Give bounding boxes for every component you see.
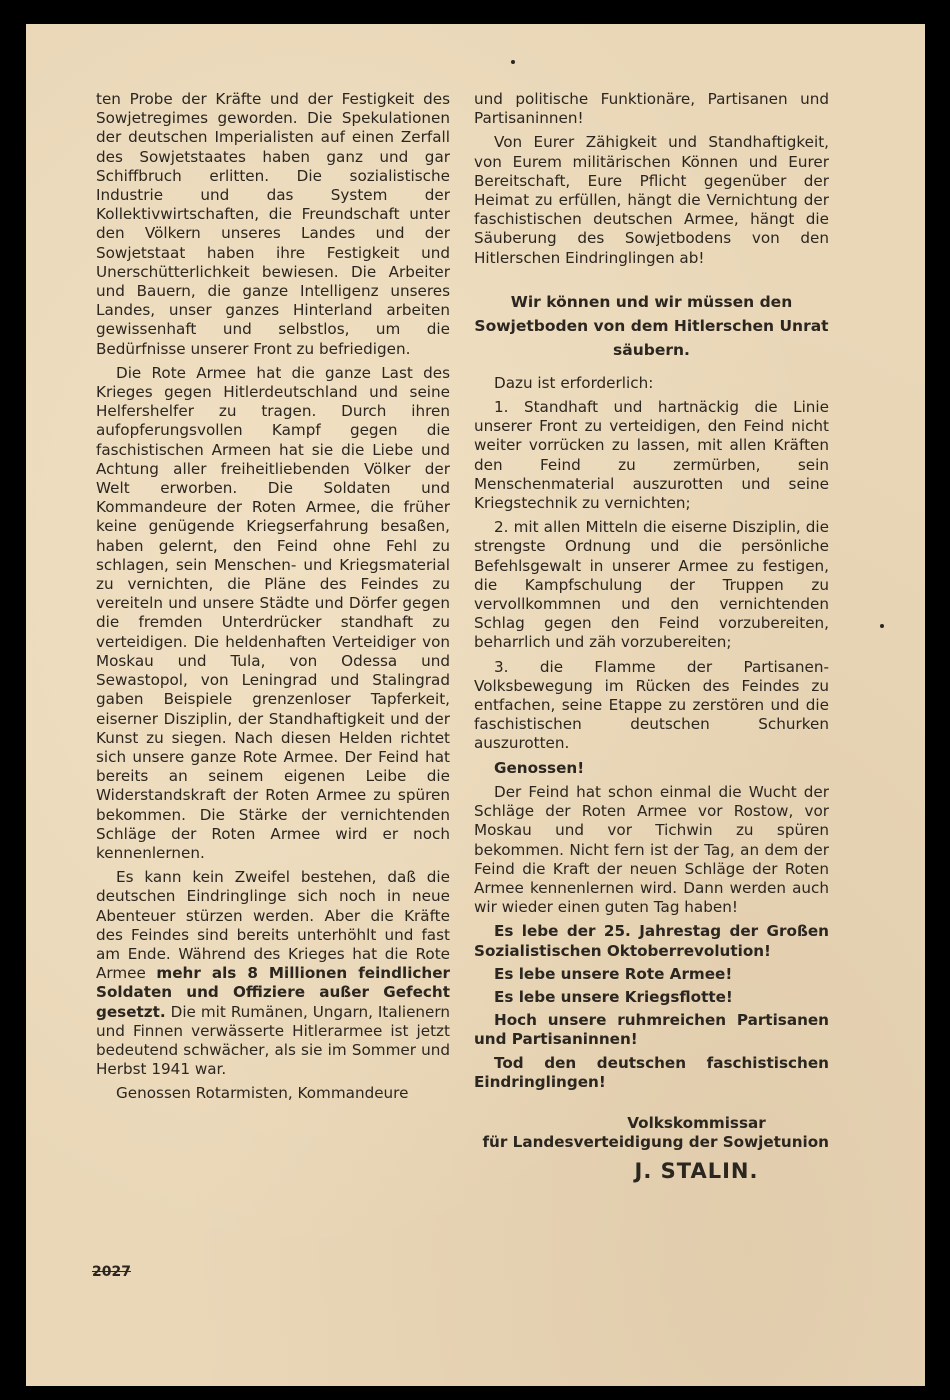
signature-office: für Landesverteidigung der Sowjetunion (482, 1133, 829, 1152)
left-paragraph-3 (96, 868, 450, 1079)
print-number: 2027 (92, 1264, 131, 1280)
left-column (96, 90, 450, 1109)
ink-speck (511, 60, 515, 64)
requirement-item-1: 1. Standhaft und hartnäckig die Linie unserer Front zu verteidigen, den Feind nicht weiter vorrücken zu lassen, mit allen Kräften den Feind zu zermürben, sein Menschenmaterial auszurotten und seine Kriegstechnik zu vernichten; (474, 398, 829, 513)
signature-block (474, 1114, 829, 1182)
requirement-item-2: 2. mit allen Mitteln die eiserne Disziplin, die strengste Ordnung und die persönliche Befehlsgewalt in unserer Armee zu festigen, die Kampfschulung der Truppen zu vervollkommnen und den vernichtenden Schlag gegen den Feind vorzubereiten, beharrlich und zäh vorzubereiten; (474, 518, 829, 652)
signature-title: Volkskommissar (627, 1113, 766, 1132)
slogan-4: Hoch unsere ruhmreichen Partisanen und Partisaninnen! (474, 1011, 829, 1049)
right-paragraph-2: Von Eurer Zähigkeit und Standhaftigkeit, von Eurem militärischen Können und Eurer Bereitschaft, Eure Pflicht gegenüber der Heimat zu erfüllen, hängt die Vernichtung der faschistischen deutschen Armee, hängt die Säuberung des Sowjetbodens von den Hitlerschen Eindringlingen ab! (474, 133, 829, 267)
section-heading: Wir können und wir müssen den Sowjetboden von dem Hitlerschen Unrat säubern. (474, 292, 829, 359)
slogan-5: Tod den deutschen faschistischen Eindringlingen! (474, 1053, 829, 1091)
left-paragraph-3-start: Es kann kein Zweifel bestehen, daß die deutschen Eindringlinge sich noch in neue Abenteuer stürzen werden. Aber die Kräfte des Feindes sind bereits unterhöhlt und fast am Ende. Während des Krieges hat die Rote Armee (96, 868, 450, 983)
slogan-2: Es lebe unsere Rote Armee! (494, 964, 733, 983)
comrades-address: Genossen! (494, 758, 585, 777)
requirements-list (474, 398, 829, 754)
left-paragraph-3-end: Die mit Rumänen, Ungarn, Italienern und Finnen verwässerte Hitlerarmee ist jetzt bedeutend schwächer, als sie im Sommer und Herbst 1941 war. (96, 1002, 451, 1079)
requirements-intro: Dazu ist erforderlich: (494, 373, 654, 392)
right-paragraph-1: und politische Funktionäre, Partisanen und Partisaninnen! (474, 90, 829, 128)
left-paragraph-4: Genossen Rotarmisten, Kommandeure (116, 1084, 409, 1103)
slogan-3: Es lebe unsere Kriegsflotte! (494, 987, 733, 1006)
slogan-1: Es lebe der 25. Jahrestag der Großen Sozialistischen Oktoberrevolution! (474, 922, 829, 960)
signature-name: J. STALIN. (634, 1159, 759, 1184)
requirement-item-3: 3. die Flamme der Partisanen-Volksbewegung im Rücken des Feindes zu entfachen, seine Etappe zu zerstören und die faschistischen deutschen Schurken auszurotten. (474, 657, 829, 753)
left-paragraph-1: ten Probe der Kräfte und der Festigkeit des Sowjetregimes geworden. Die Spekulationen der deutschen Imperialisten auf einen Zerfall des Sowjetstaates haben ganz und gar Schiffbruch erlitten. Die sozialistische Industrie und das System der Kollektivwirtschaften, die Freundschaft unter den Völkern unseres Landes und der Sowjetstaat haben ihre Festigkeit und Unerschütterlichkeit bewiesen. Die Arbeiter und Bauern, die ganze Intelligenz unseres Landes, unser ganzes Hinterland arbeiten gewissenhaft und selbstlos, um die Bedürfnisse unserer Front zu befriedigen. (96, 90, 450, 358)
left-paragraph-2: Die Rote Armee hat die ganze Last des Krieges gegen Hitlerdeutschland und seine Helfershelfer zu tragen. Durch ihren aufopferungsvollen Kampf gegen die faschistischen Armeen hat sie die Liebe und Achtung aller freiheitliebenden Völker der Welt erworben. Die Soldaten und Kommandeure der Roten Armee, die früher keine genügende Kriegserfahrung besaßen, haben gelernt, den Feind ohne Fehl zu schlagen, sein Menschen- und Kriegsmaterial zu vernichten, die Pläne des Feindes zu vereiteln und unsere Städte und Dörfer gegen die fremden Unterdrücker standhaft zu verteidigen. Die heldenhaften Verteidiger von Moskau und Tula, von Odessa und Sewastopol, von Leningrad und Stalingrad gaben Beispiele grenzenloser Tapferkeit, eiserner Disziplin, der Standhaftigkeit und der Kunst zu siegen. Nach diesen Helden richtet sich unsere ganze Rote Armee. Der Feind hat bereits an seinem eigenen Leibe die Widerstandskraft der Roten Armee zu spüren bekommen. Die Stärke der vernichtenden Schläge der Roten Armee wird er noch kennenlernen. (96, 363, 450, 862)
slogans (474, 922, 829, 1092)
right-column (474, 90, 829, 1182)
left-paragraph-3-emphasis: mehr als 8 Millionen feindlicher Soldaten und Offiziere außer Gefecht gesetzt. (96, 964, 451, 1021)
ink-speck (880, 624, 884, 628)
right-paragraph-3: Der Feind hat schon einmal die Wucht der Schläge der Roten Armee vor Rostow, vor Moskau und vor Tichwin zu spüren bekommen. Nicht fern ist der Tag, an dem der Feind die Kraft der neuen Schläge der Roten Armee kennenlernen wird. Dann werden auch wir wieder einen guten Tag haben! (474, 782, 829, 917)
